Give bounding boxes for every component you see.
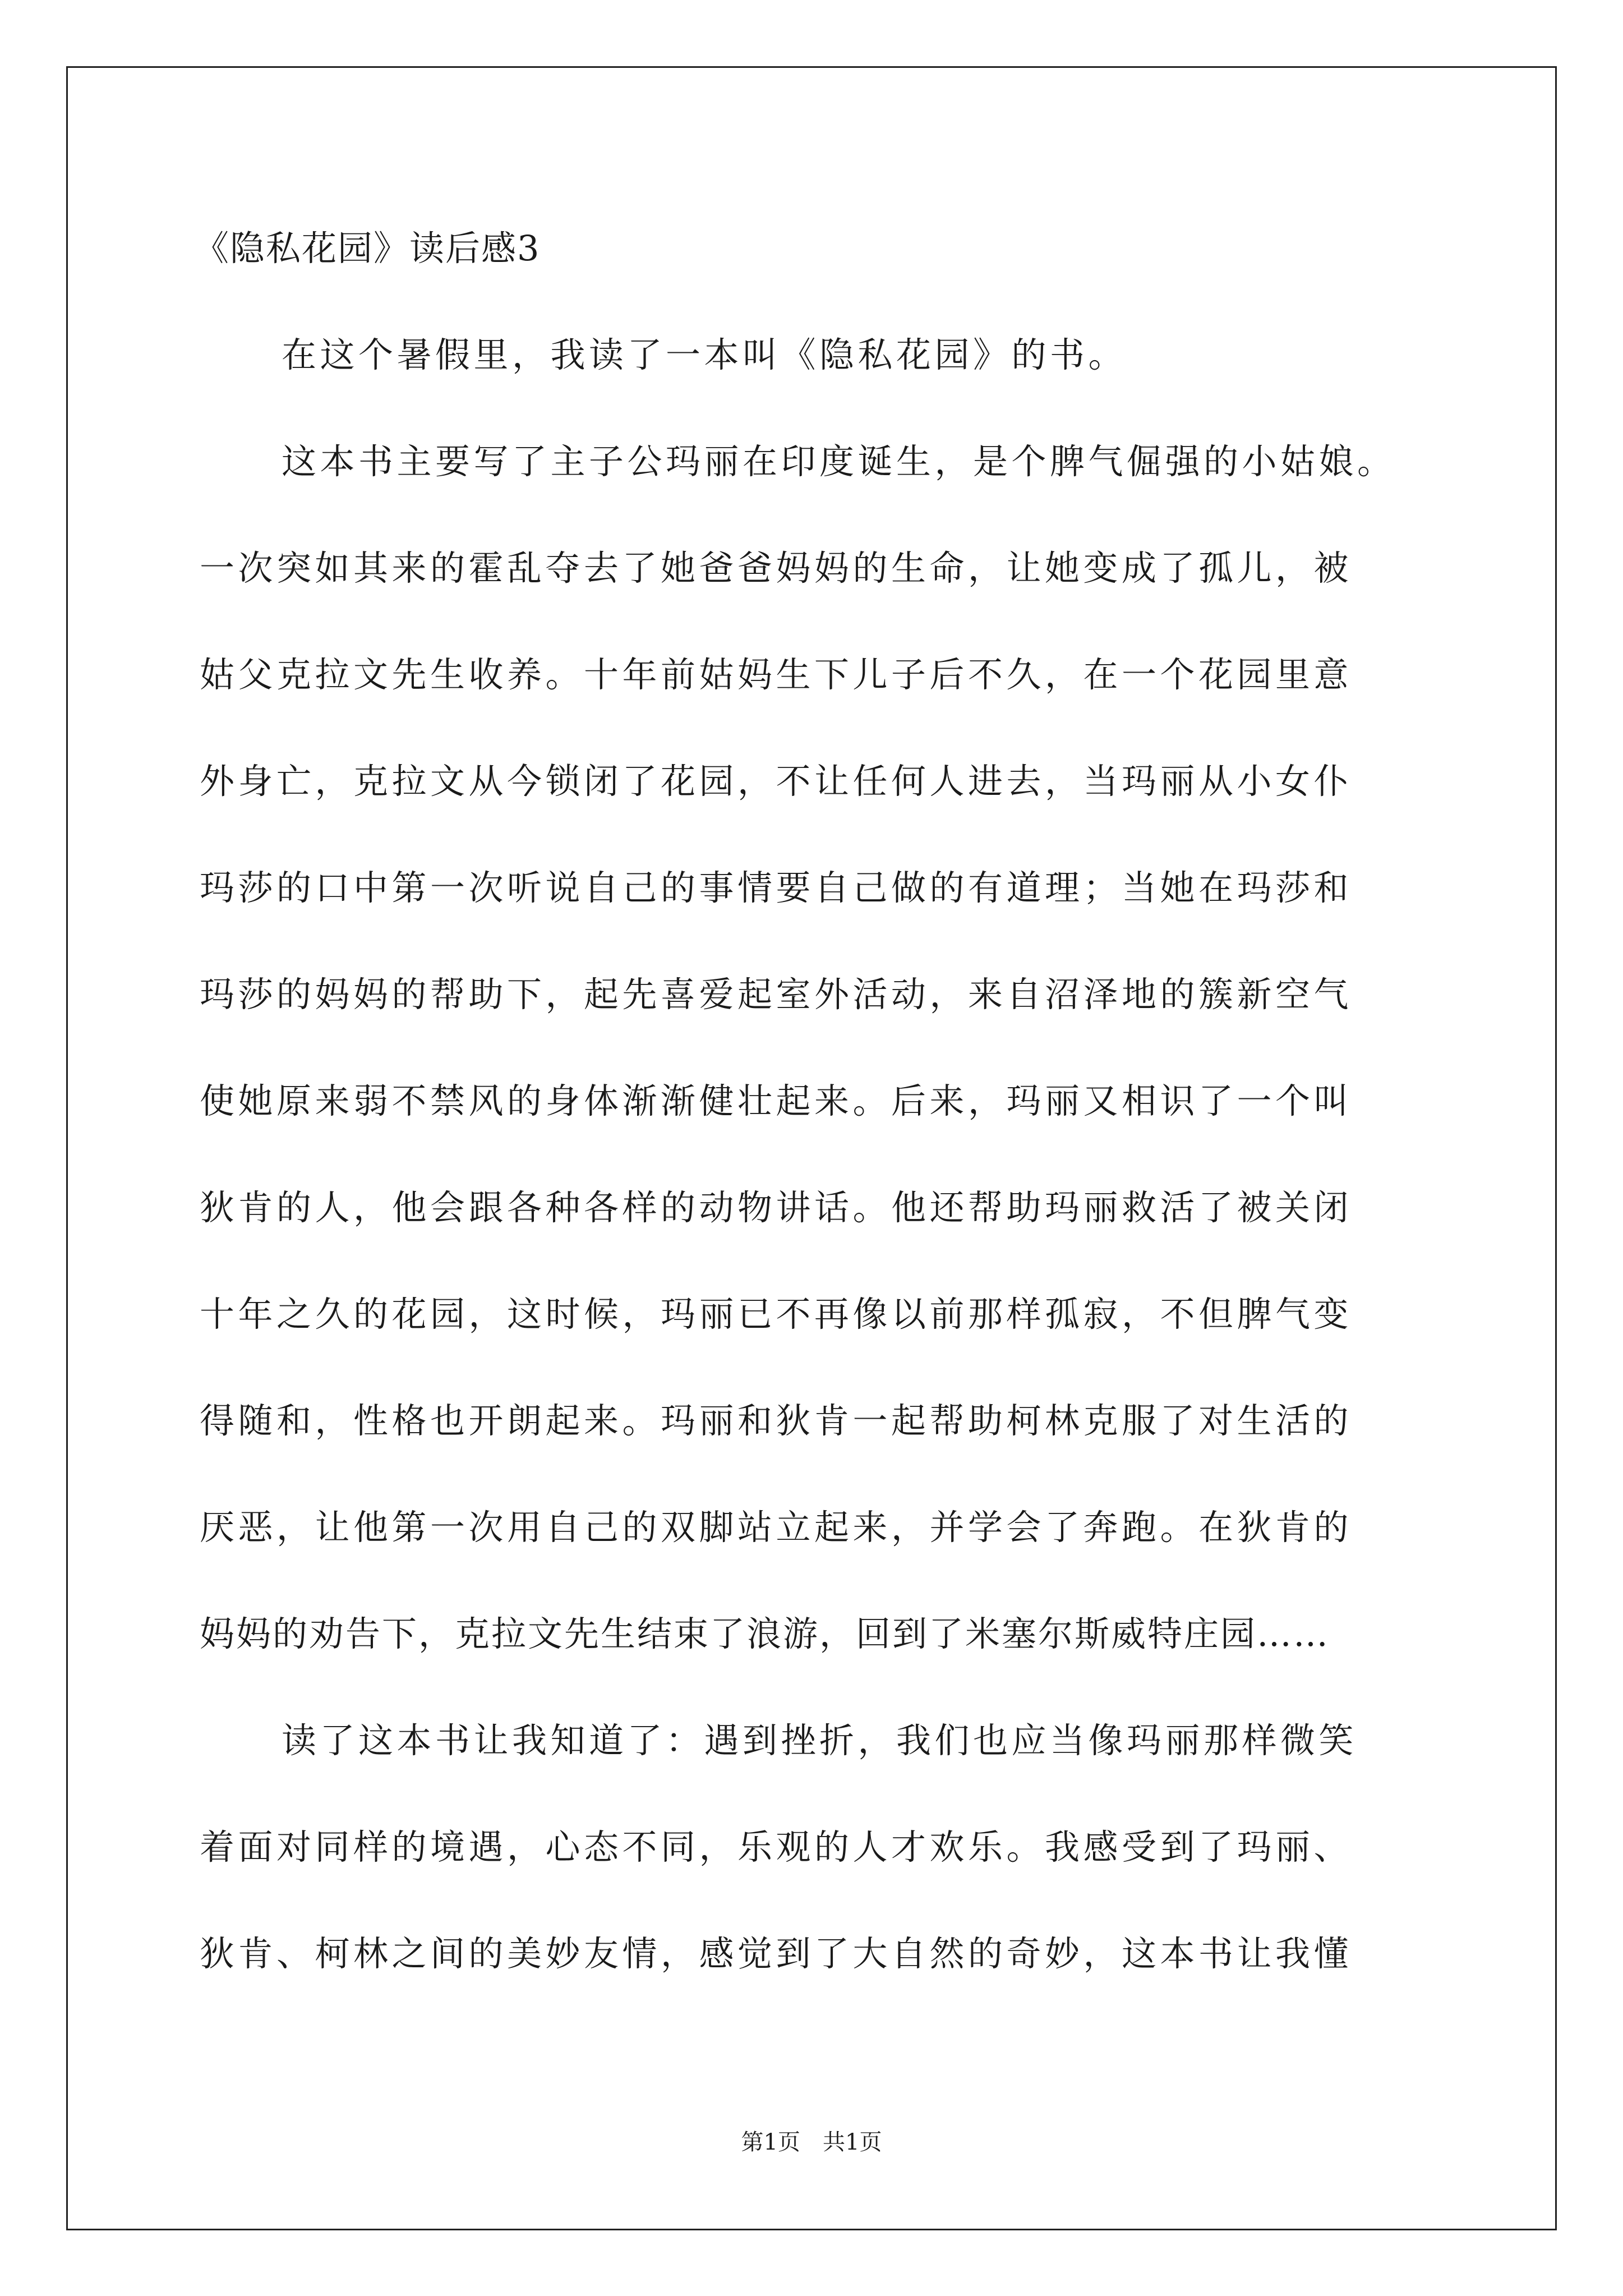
paragraph-2-line-12: 妈妈的劝告下，克拉文先生结束了浪游，回到了米塞尔斯威特庄园…… bbox=[200, 1613, 1330, 1654]
document-title: 《隐私花园》读后感3 bbox=[194, 228, 541, 269]
page-border bbox=[66, 66, 1557, 2230]
paragraph-2-line-2: 一次突如其来的霍乱夺去了她爸爸妈妈的生命，让她变成了孤儿，被 bbox=[200, 547, 1353, 588]
paragraph-2-line-7: 使她原来弱不禁风的身体渐渐健壮起来。后来，玛丽又相识了一个叫 bbox=[200, 1080, 1353, 1121]
paragraph-2-line-8: 狄肯的人，他会跟各种各样的动物讲话。他还帮助玛丽救活了被关闭 bbox=[200, 1187, 1353, 1228]
paragraph-2-line-6: 玛莎的妈妈的帮助下，起先喜爱起室外活动，来自沼泽地的簇新空气 bbox=[200, 974, 1353, 1015]
page-number-footer: 第1页 共1页 bbox=[741, 2129, 882, 2155]
paragraph-3-line-3: 狄肯、柯林之间的美妙友情，感觉到了大自然的奇妙，这本书让我懂 bbox=[200, 1933, 1353, 1974]
paragraph-2-line-11: 厌恶，让他第一次用自己的双脚站立起来，并学会了奔跑。在狄肯的 bbox=[200, 1507, 1353, 1548]
paragraph-3-line-2: 着面对同样的境遇，心态不同，乐观的人才欢乐。我感受到了玛丽、 bbox=[200, 1826, 1353, 1867]
paragraph-1-line-1: 在这个暑假里，我读了一本叫《隐私花园》的书。 bbox=[282, 334, 1127, 375]
paragraph-2-line-1: 这本书主要写了主子公玛丽在印度诞生，是个脾气倔强的小姑娘。 bbox=[282, 441, 1396, 482]
paragraph-2-line-9: 十年之久的花园，这时候，玛丽已不再像以前那样孤寂，不但脾气变 bbox=[200, 1294, 1353, 1335]
paragraph-2-line-5: 玛莎的口中第一次听说自己的事情要自己做的有道理；当她在玛莎和 bbox=[200, 867, 1353, 908]
paragraph-2-line-4: 外身亡，克拉文从今锁闭了花园，不让任何人进去，当玛丽从小女仆 bbox=[200, 761, 1353, 802]
paragraph-3-line-1: 读了这本书让我知道了：遇到挫折，我们也应当像玛丽那样微笑 bbox=[282, 1720, 1358, 1761]
paragraph-2-line-3: 姑父克拉文先生收养。十年前姑妈生下儿子后不久，在一个花园里意 bbox=[200, 654, 1353, 695]
paragraph-2-line-10: 得随和，性格也开朗起来。玛丽和狄肯一起帮助柯林克服了对生活的 bbox=[200, 1400, 1353, 1441]
